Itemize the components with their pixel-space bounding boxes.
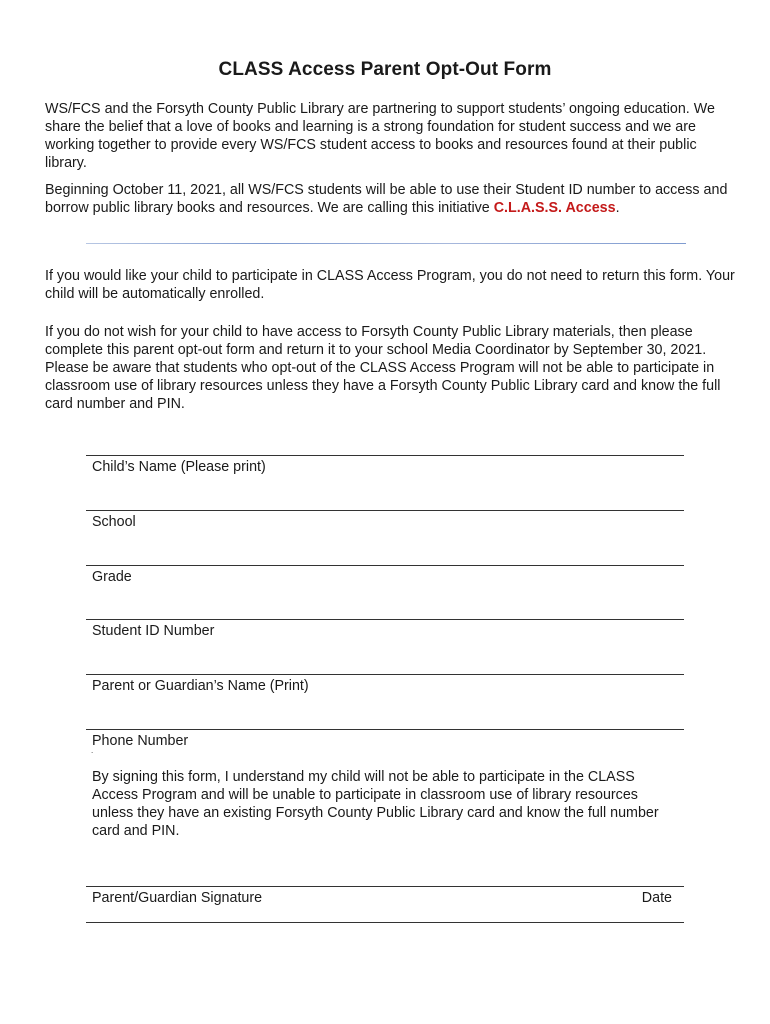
child-name-field <box>86 455 684 510</box>
child-name-label: Child’s Name (Please print) <box>92 459 266 475</box>
phone-label: Phone Number <box>92 733 189 749</box>
initiative-period: . <box>615 200 620 216</box>
student-id-field <box>86 619 684 674</box>
participation-paragraph: If you would like your child to participate in CLASS Access Program, you do not need to return this form. Your child will be automatically enrolled. <box>45 268 735 302</box>
grade-field <box>86 565 684 620</box>
school-field <box>86 510 684 565</box>
signature-row <box>86 886 684 923</box>
grade-label: Grade <box>92 569 132 585</box>
consent-statement: By signing this form, I understand my child will not be able to participate in the CLASS Access Program and will be unable to participate in classroom use of library resources unless they have an existing Forsyth County Public Library card and know the full number card and PIN. <box>92 769 659 839</box>
student-id-input[interactable] <box>86 642 684 672</box>
opt-out-instructions-paragraph: If you do not wish for your child to have access to Forsyth County Public Library materials, then please complete this parent opt-out form and return it to your school Media Coordinator by September 30, 2021. Please be aware that students who opt-out of the CLASS Access Program will not be able to participate in classroom use of library resources unless they have a Forsyth County Public Library card and know the full card number and PIN. <box>45 324 721 412</box>
date-label: Date <box>641 890 672 906</box>
school-label: School <box>92 514 136 530</box>
stray-mark: . <box>91 746 94 755</box>
bottom-rule <box>86 922 684 923</box>
signature-input[interactable] <box>86 909 606 923</box>
page-title: CLASS Access Parent Opt-Out Form <box>218 59 552 80</box>
class-access-highlight: C.L.A.S.S. Access <box>493 200 616 216</box>
signature-label: Parent/Guardian Signature <box>92 890 263 906</box>
initiative-text: Beginning October 11, 2021, all WS/FCS students will be able to use their Student ID number to access and borrow public library books and resources. We are calling this initiative <box>45 182 728 216</box>
parent-name-field <box>86 674 684 729</box>
child-name-input[interactable] <box>86 478 684 508</box>
date-input[interactable] <box>614 909 684 923</box>
parent-name-input[interactable] <box>86 697 684 727</box>
student-id-label: Student ID Number <box>92 623 215 639</box>
parent-name-label: Parent or Guardian’s Name (Print) <box>92 678 309 694</box>
grade-input[interactable] <box>86 588 684 618</box>
school-input[interactable] <box>86 533 684 563</box>
intro-paragraph: WS/FCS and the Forsyth County Public Library are partnering to support students’ ongoing education. We share the belief that a love of books and learning is a strong foundation for student success and we are working together to provide every WS/FCS student access to books and resources found at their public library. <box>45 101 715 171</box>
